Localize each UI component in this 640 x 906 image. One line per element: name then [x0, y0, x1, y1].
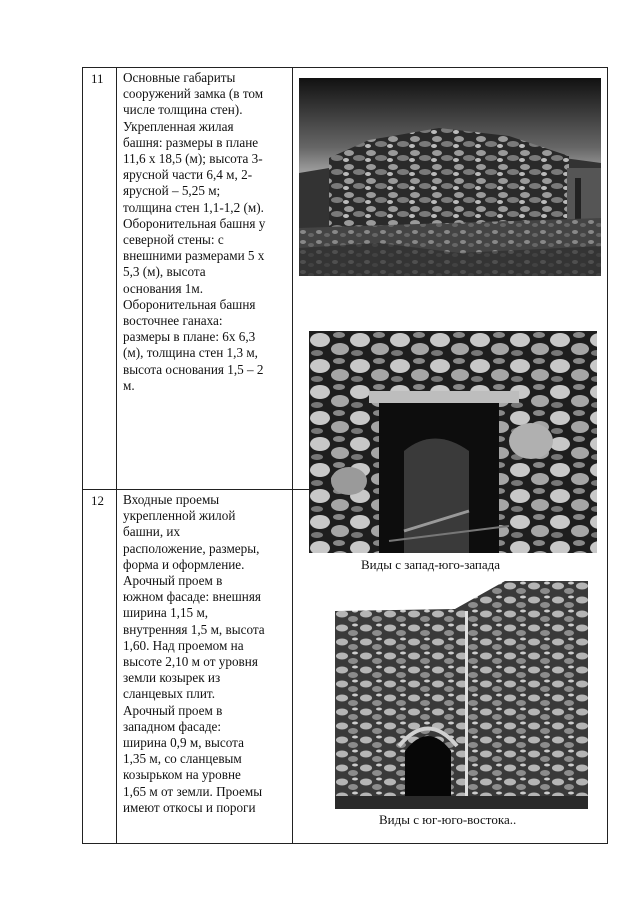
- text-line: укрепленной жилой: [123, 508, 236, 524]
- text-line: форма и оформление.: [123, 556, 245, 572]
- text-line: основания 1м.: [123, 280, 204, 296]
- text-line: (м), толщина стен 1,3 м,: [123, 345, 258, 361]
- text-line: Основные габариты: [123, 70, 236, 85]
- text-line: ярусной части 6,4 м, 2-: [123, 167, 253, 183]
- text-line: 1,35 м, со сланцевым: [123, 751, 242, 767]
- text-line: ярусной – 5,25 м;: [123, 183, 221, 199]
- text-line: внешними размерами 5 х: [123, 248, 265, 264]
- text-line: сланцевых плит.: [123, 686, 215, 702]
- photo-arched-doorway: [335, 581, 588, 809]
- text-line: башня: размеры в плане: [123, 134, 259, 150]
- text-line: ширина 1,15 м,: [123, 605, 209, 621]
- text-line: восточнее ганаха:: [123, 313, 223, 329]
- text-line: Оборонительная башня: [123, 296, 256, 312]
- text-line: башни, их: [123, 524, 181, 540]
- text-line: 1,65 м от земли. Проемы: [123, 783, 263, 799]
- text-line: Укрепленная жилая: [123, 118, 234, 134]
- text-line: высоте 2,10 м от уровня: [123, 654, 258, 670]
- text-line: 5,3 (м), высота: [123, 264, 206, 280]
- row-number-11: 11: [91, 71, 104, 86]
- row-divider: [83, 489, 319, 490]
- text-line: имеют откосы и пороги: [123, 799, 256, 815]
- text-line: ширина 0,9 м, высота: [123, 735, 244, 751]
- text-line: внутренняя 1,5 м, высота: [123, 621, 265, 637]
- row-11-description: [123, 70, 289, 394]
- column-divider-number: [116, 68, 117, 843]
- text-line: Входные проемы: [123, 492, 220, 507]
- text-line: земли козырек из: [123, 670, 221, 686]
- caption-south: Виды с юг-юго-востока..: [379, 812, 517, 827]
- text-line: толщина стен 1,1-1,2 (м).: [123, 199, 264, 215]
- text-line: западном фасаде:: [123, 718, 222, 734]
- row-number-12: 12: [91, 493, 104, 508]
- text-line: 11,6 х 18,5 (м); высота 3-: [123, 151, 263, 167]
- text-line: Арочный проем в: [123, 573, 223, 589]
- text-line: северной стены: с: [123, 232, 224, 248]
- text-line: южном фасаде: внешняя: [123, 589, 261, 605]
- text-line: сооружений замка (в том: [123, 86, 264, 102]
- row-12-description: [123, 492, 289, 816]
- text-line: размеры в плане: 6х 6,3: [123, 329, 256, 345]
- text-line: козырьком на уровне: [123, 767, 241, 783]
- text-line: высота основания 1,5 – 2: [123, 361, 264, 377]
- text-line: 1,60. Над проемом на: [123, 637, 244, 653]
- photo-stone-wall: [299, 78, 601, 276]
- document-table: [82, 67, 608, 844]
- text-line: расположение, размеры,: [123, 540, 260, 556]
- text-line: числе толщина стен).: [123, 102, 243, 118]
- text-line: Оборонительная башня у: [123, 215, 266, 231]
- column-divider-photos: [292, 68, 293, 843]
- text-line: м.: [123, 377, 135, 393]
- photo-wall-doorway: [309, 331, 597, 553]
- caption-west: Виды с запад-юго-запада: [361, 557, 501, 572]
- text-line: Арочный проем в: [123, 702, 223, 718]
